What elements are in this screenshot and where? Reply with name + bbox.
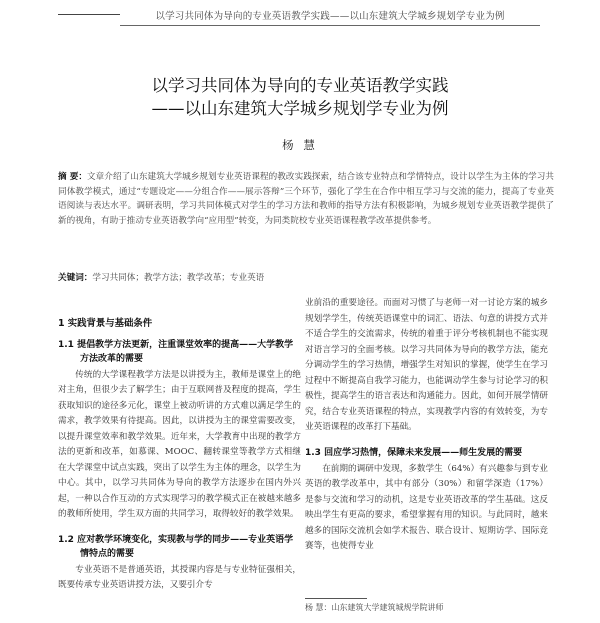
keywords-text: 学习共同体；教学方法；教学改革；专业英语 xyxy=(92,273,265,283)
header-rule xyxy=(58,14,120,15)
abstract-text: 文章介绍了山东建筑大学城乡规划专业英语课程的教改实践探索，结合该专业特点和学情特点，设计以学生为主体的学习共同体教学模式，通过“专题设定——分组合作——展示答辩”三个环节，强化了学生在合作中相互学习与交流的能力，提高了专业英语阅读与表达水平。调研表明，学习共同体模式对学生的学习方法和教师的指导方法有积极影响，为城乡规划专业英语教学提供了新的视角，有助于推动专业英语教学向“应用型”转变，为同类院校专业英语课程教学改革提供参考。 xyxy=(58,172,554,226)
body-paragraph: 专业英语不是普通英语，其授课内容是与专业特征强相关，既要传承专业英语讲授方法，又要引介专 xyxy=(58,564,301,590)
body-paragraph: 业前沿的重要途径。而面对习惯了与老师一对一讨论方案的城乡规划学学生，传统英语课堂中的词汇、语法、句意的讲授方式并不适合学生的交流需求，传统的着重于评分考核机制也不能实现对语言学习的全面考核。以学习共同体为导向的教学方法，能充分调动学生的学习热情，增强学生对知识的掌握，使学生在学习过程中不断提高自我学习能力，也能调动学生参与讨论学习的积极性，提高学生的语言表达和沟通能力。因此，如何开展学情研究，结合专业英语课程的特点，实现教学内容的有效转变，为专业英语课程的改革打下基础。 xyxy=(305,298,548,432)
keywords-label: 关键词： xyxy=(58,273,93,283)
subsection-heading: 1.3 回应学习热情，保障未来发展——师生发展的需要 xyxy=(305,447,523,458)
subsection-heading: 1.2 应对教学环境变化，实现教与学的同步——专业英语学情特点的需要 xyxy=(58,534,294,559)
author-footnote: 杨 慧：山东建筑大学建筑城规学院讲师 xyxy=(305,603,444,612)
abstract-label: 摘 要： xyxy=(58,172,87,182)
title-line-1: 以学习共同体为导向的专业英语教学实践 xyxy=(151,76,449,95)
left-column xyxy=(58,296,301,594)
right-column xyxy=(305,296,548,555)
running-header: 以学习共同体为导向的专业英语教学实践——以山东建筑大学城乡规划学专业为例 xyxy=(120,8,540,26)
footnote-rule xyxy=(305,598,367,599)
section-heading: 1 实践背景与基础条件 xyxy=(58,318,153,329)
title-line-2: ——以山东建筑大学城乡规划学专业为例 xyxy=(151,99,449,118)
article-title xyxy=(60,74,540,120)
author-name: 杨 慧 xyxy=(282,138,318,152)
body-paragraph: 传统的大学课程教学方法是以讲授为主，教师是课堂上的绝对主角，但很少去了解学生；由于互联网普及程度的提高，学生获取知识的途径多元化，课堂上被动听讲的方式难以满足学生的需求，教学效果有待提高。因此，以讲授为主的课堂需要改变，以提升课堂效率和教学效果。近年来，大学教育中出现的教学方法的更新和改革，如慕课、MOOC、翻转课堂等教学方式相继在大学课堂中试点实践，突出了以学生为主体的理念，以学生为中心。其中，以学习共同体为导向的教学方法逐步在国内外兴起，一种以合作互动的方式实现学习的教学模式正在被越来越多的教师所使用，学生双方面的共同学习，取得较好的教学效果。 xyxy=(58,369,301,519)
abstract-block xyxy=(58,170,554,228)
body-paragraph: 在前期的调研中发现，多数学生（64%）有兴趣参与到专业英语的教学改革中，其中有部分（30%）和留学深造（17%）是参与交流和学习的动机，这是专业英语改革的学生基础。这反映出学生有更高的要求，希望掌握有用的知识。与此同时，越来越多的国际交流机会如学术报告、联合设计、短期访学、国际竞赛等，也使得专业 xyxy=(305,463,548,551)
keywords-block xyxy=(58,271,554,285)
subsection-heading: 1.1 提倡教学方法更新，注重课堂效率的提高——大学教学方法改革的需要 xyxy=(58,339,294,364)
